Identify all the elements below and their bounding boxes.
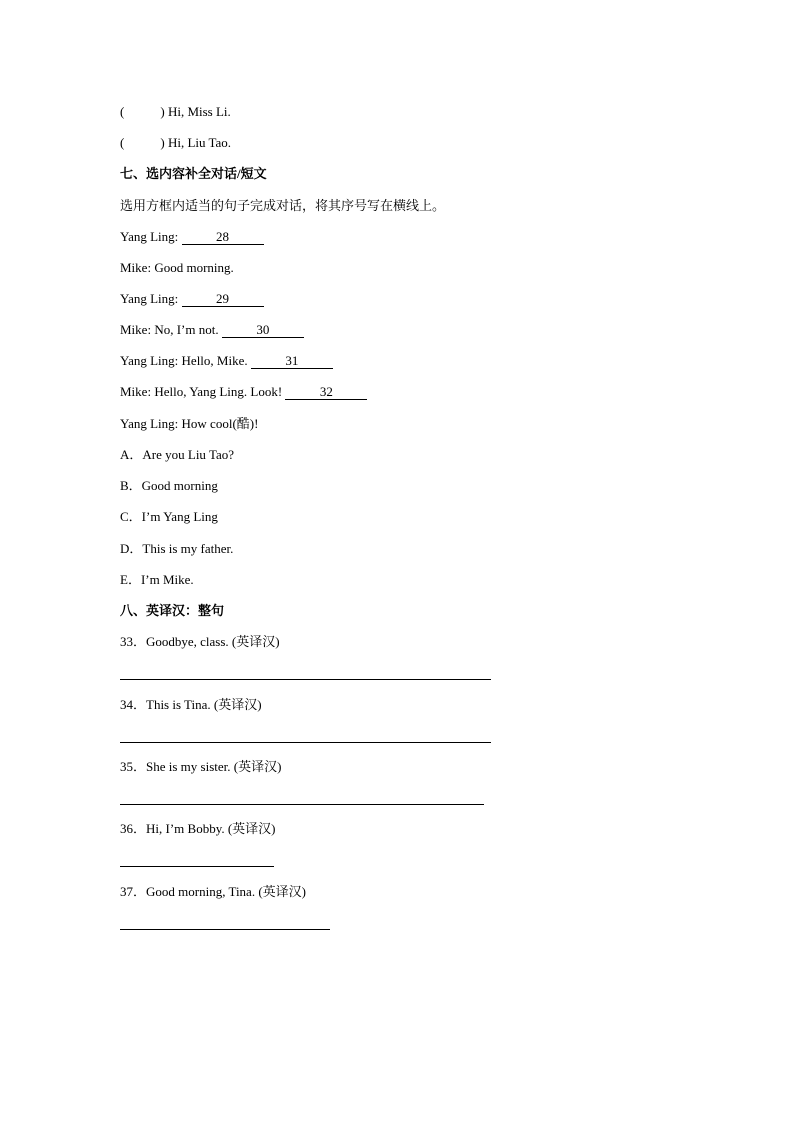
blank-29[interactable]: 29 <box>182 292 264 307</box>
speaker: Yang Ling: <box>120 416 179 431</box>
answer-line-33[interactable] <box>120 679 491 680</box>
speaker: Mike: <box>120 384 152 399</box>
speaker: Mike: <box>120 322 152 337</box>
speaker: Mike: <box>120 260 152 275</box>
blank-28[interactable]: 28 <box>182 230 264 245</box>
question-34: 34．This is Tina. (英译汉) <box>120 697 262 712</box>
matching-item <box>120 134 231 152</box>
question-35: 35．She is my sister. (英译汉) <box>120 759 282 774</box>
dialogue-line <box>120 228 264 246</box>
answer-line-37[interactable] <box>120 929 330 930</box>
paren-open: ( <box>120 135 125 150</box>
question-37: 37．Good morning, Tina. (英译汉) <box>120 884 306 899</box>
speaker: Yang Ling: <box>120 353 179 368</box>
option-d: D．This is my father. <box>120 541 234 556</box>
dialogue-line <box>120 290 264 308</box>
answer-line-36[interactable] <box>120 866 274 867</box>
section-heading: 八、英译汉：整句 <box>120 603 225 618</box>
dialogue-text: No, I’m not. <box>154 322 219 337</box>
dialogue-line <box>120 415 258 433</box>
option-a: A．Are you Liu Tao? <box>120 447 235 462</box>
blank-32[interactable]: 32 <box>285 385 367 400</box>
question-36: 36．Hi, I’m Bobby. (英译汉) <box>120 821 276 836</box>
dialogue-line <box>120 352 333 370</box>
speaker: Yang Ling: <box>120 291 179 306</box>
matching-text: Hi, Liu Tao. <box>167 135 232 150</box>
option-c: C．I’m Yang Ling <box>120 509 218 524</box>
dialogue-text: How cool(酷)! <box>181 416 259 431</box>
paren-close: ) <box>160 104 165 119</box>
option-b: B．Good morning <box>120 478 218 493</box>
section-instruction: 选用方框内适当的句子完成对话，将其序号写在横线上。 <box>120 198 446 213</box>
dialogue-text: Hello, Yang Ling. Look! <box>154 384 283 399</box>
matching-item <box>120 103 231 121</box>
dialogue-line <box>120 321 304 339</box>
speaker: Yang Ling: <box>120 229 179 244</box>
blank-31[interactable]: 31 <box>251 354 333 369</box>
answer-line-35[interactable] <box>120 804 484 805</box>
blank-30[interactable]: 30 <box>222 323 304 338</box>
matching-text: Hi, Miss Li. <box>167 104 231 119</box>
dialogue-text: Good morning. <box>154 260 234 275</box>
paren-close: ) <box>160 135 165 150</box>
dialogue-text: Hello, Mike. <box>181 353 248 368</box>
question-33: 33．Goodbye, class. (英译汉) <box>120 634 280 649</box>
dialogue-line <box>120 383 367 401</box>
dialogue-line <box>120 259 234 277</box>
paren-open: ( <box>120 104 125 119</box>
option-e: E．I’m Mike. <box>120 572 194 587</box>
section-heading: 七、选内容补全对话/短文 <box>120 166 267 181</box>
answer-line-34[interactable] <box>120 742 491 743</box>
